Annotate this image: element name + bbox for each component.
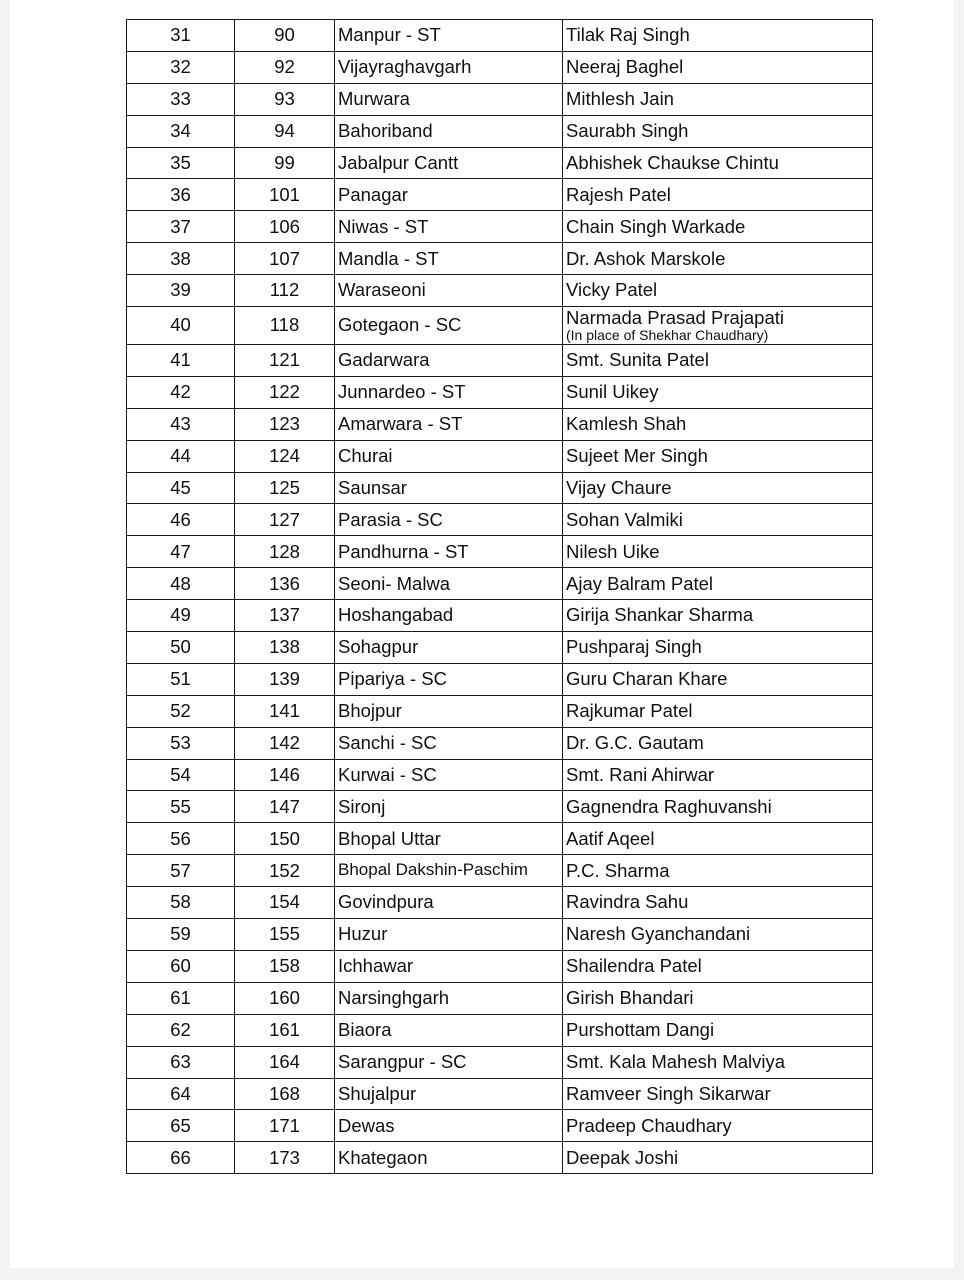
candidate-name: P.C. Sharma: [566, 859, 670, 881]
constituency-number-cell: 138: [235, 632, 335, 664]
constituency-number-cell: 128: [235, 536, 335, 568]
candidate-name-cell: [563, 1046, 873, 1078]
constituency-number-cell: 101: [235, 179, 335, 211]
candidate-name: Purshottam Dangi: [566, 1018, 715, 1040]
constituency-number-cell: 142: [235, 727, 335, 759]
table-row: [127, 1142, 873, 1174]
candidate-name: Smt. Sunita Patel: [566, 349, 709, 371]
constituency-name-cell: Bahoriband: [335, 115, 563, 147]
candidate-name: Deepak Joshi: [566, 1146, 679, 1168]
table-row: [127, 307, 873, 345]
table-row: [127, 855, 873, 887]
serial-number-cell: 59: [127, 919, 235, 951]
constituency-number-cell: 168: [235, 1078, 335, 1110]
table-row: [127, 83, 873, 115]
constituency-number-cell: 164: [235, 1046, 335, 1078]
serial-number-cell: 37: [127, 211, 235, 243]
candidate-name: Smt. Kala Mahesh Malviya: [566, 1050, 786, 1072]
candidate-list-table: [126, 19, 873, 1174]
candidate-name-cell: [563, 20, 873, 52]
constituency-name-cell: Biaora: [335, 1014, 563, 1046]
constituency-name-cell: Dewas: [335, 1110, 563, 1142]
candidate-name-cell: [563, 1078, 873, 1110]
serial-number-cell: 66: [127, 1142, 235, 1174]
candidate-name: Mithlesh Jain: [566, 88, 674, 110]
candidate-name-cell: [563, 1142, 873, 1174]
candidate-name: Vijay Chaure: [566, 476, 672, 498]
constituency-number-cell: 94: [235, 115, 335, 147]
candidate-name-cell: [563, 536, 873, 568]
constituency-name-cell: Panagar: [335, 179, 563, 211]
constituency-name-cell: Parasia - SC: [335, 504, 563, 536]
candidate-name: Sunil Uikey: [566, 381, 659, 403]
candidate-name-cell: [563, 147, 873, 179]
candidate-name: Rajkumar Patel: [566, 700, 693, 722]
candidate-name: Smt. Rani Ahirwar: [566, 763, 715, 785]
constituency-number-cell: 160: [235, 982, 335, 1014]
candidate-name: Ravindra Sahu: [566, 891, 689, 913]
constituency-number-cell: 173: [235, 1142, 335, 1174]
table-row: [127, 1014, 873, 1046]
candidate-name-cell: [563, 791, 873, 823]
candidate-name: Ajay Balram Patel: [566, 572, 714, 594]
table-row: [127, 663, 873, 695]
serial-number-cell: 58: [127, 887, 235, 919]
candidate-name-cell: [563, 823, 873, 855]
table-row: [127, 440, 873, 472]
candidate-name-cell: [563, 632, 873, 664]
serial-number-cell: 56: [127, 823, 235, 855]
constituency-name-cell: Sironj: [335, 791, 563, 823]
constituency-name-cell: Amarwara - ST: [335, 408, 563, 440]
constituency-name-cell: Vijayraghavgarh: [335, 51, 563, 83]
constituency-number-cell: 137: [235, 600, 335, 632]
constituency-number-cell: 106: [235, 211, 335, 243]
constituency-name-cell: Narsinghgarh: [335, 982, 563, 1014]
table-row: [127, 982, 873, 1014]
constituency-number-cell: 107: [235, 243, 335, 275]
constituency-number-cell: 93: [235, 83, 335, 115]
candidate-name-cell: [563, 243, 873, 275]
table-body: [127, 20, 873, 1174]
constituency-name-cell: Jabalpur Cantt: [335, 147, 563, 179]
constituency-name-cell: Saunsar: [335, 472, 563, 504]
constituency-number-cell: 112: [235, 275, 335, 307]
constituency-name-cell: Hoshangabad: [335, 600, 563, 632]
candidate-name: Shailendra Patel: [566, 955, 702, 977]
table-row: [127, 376, 873, 408]
table-row: [127, 759, 873, 791]
table-row: [127, 791, 873, 823]
candidate-name-cell: [563, 982, 873, 1014]
serial-number-cell: 35: [127, 147, 235, 179]
constituency-name-cell: Junnardeo - ST: [335, 376, 563, 408]
table-row: [127, 211, 873, 243]
serial-number-cell: 32: [127, 51, 235, 83]
table-row: [127, 1110, 873, 1142]
constituency-name-cell: Shujalpur: [335, 1078, 563, 1110]
constituency-name-cell: Churai: [335, 440, 563, 472]
table-row: [127, 727, 873, 759]
candidate-name-cell: [563, 600, 873, 632]
table-row: [127, 1046, 873, 1078]
candidate-name: Naresh Gyanchandani: [566, 923, 751, 945]
candidate-name: Dr. G.C. Gautam: [566, 731, 704, 753]
candidate-name: Saurabh Singh: [566, 119, 689, 141]
serial-number-cell: 65: [127, 1110, 235, 1142]
candidate-name: Kamlesh Shah: [566, 413, 687, 435]
table-row: [127, 504, 873, 536]
table-row: [127, 919, 873, 951]
table-row: [127, 51, 873, 83]
candidate-name-cell: [563, 504, 873, 536]
serial-number-cell: 57: [127, 855, 235, 887]
candidate-name-cell: [563, 275, 873, 307]
table-row: [127, 275, 873, 307]
candidate-name: Tilak Raj Singh: [566, 24, 690, 46]
serial-number-cell: 45: [127, 472, 235, 504]
serial-number-cell: 51: [127, 663, 235, 695]
serial-number-cell: 53: [127, 727, 235, 759]
constituency-name-cell: Ichhawar: [335, 950, 563, 982]
constituency-name-cell: Mandla - ST: [335, 243, 563, 275]
serial-number-cell: 47: [127, 536, 235, 568]
constituency-number-cell: 127: [235, 504, 335, 536]
candidate-name: Gagnendra Raghuvanshi: [566, 795, 772, 817]
candidate-name-cell: [563, 1110, 873, 1142]
candidate-name-cell: [563, 83, 873, 115]
constituency-number-cell: 122: [235, 376, 335, 408]
candidate-name-cell: [563, 663, 873, 695]
candidate-name: Pushparaj Singh: [566, 636, 702, 658]
constituency-name-cell: Sanchi - SC: [335, 727, 563, 759]
table-row: [127, 887, 873, 919]
candidate-name-cell: [563, 727, 873, 759]
constituency-name-cell: Govindpura: [335, 887, 563, 919]
candidate-name-cell: [563, 759, 873, 791]
candidate-name-cell: [563, 179, 873, 211]
constituency-number-cell: 121: [235, 345, 335, 377]
table-row: [127, 600, 873, 632]
table-row: [127, 536, 873, 568]
constituency-number-cell: 136: [235, 568, 335, 600]
serial-number-cell: 50: [127, 632, 235, 664]
candidate-name: Aatif Aqeel: [566, 827, 655, 849]
constituency-number-cell: 154: [235, 887, 335, 919]
constituency-name-cell: Gadarwara: [335, 345, 563, 377]
constituency-number-cell: 90: [235, 20, 335, 52]
candidate-name-cell: [563, 855, 873, 887]
constituency-name-cell: Gotegaon - SC: [335, 307, 563, 345]
candidate-name: Ramveer Singh Sikarwar: [566, 1082, 771, 1104]
table-row: [127, 243, 873, 275]
table-row: [127, 950, 873, 982]
constituency-number-cell: 171: [235, 1110, 335, 1142]
table-row: [127, 472, 873, 504]
candidate-name: Sujeet Mer Singh: [566, 444, 708, 466]
serial-number-cell: 49: [127, 600, 235, 632]
candidate-name-cell: [563, 51, 873, 83]
serial-number-cell: 55: [127, 791, 235, 823]
serial-number-cell: 62: [127, 1014, 235, 1046]
table-row: [127, 147, 873, 179]
constituency-number-cell: 146: [235, 759, 335, 791]
candidate-name-cell: [563, 919, 873, 951]
candidate-name: Guru Charan Khare: [566, 668, 728, 690]
constituency-name-cell: Bhopal Uttar: [335, 823, 563, 855]
constituency-name-cell: Bhojpur: [335, 695, 563, 727]
constituency-number-cell: 125: [235, 472, 335, 504]
constituency-name-cell: Khategaon: [335, 1142, 563, 1174]
table-row: [127, 115, 873, 147]
table-row: [127, 695, 873, 727]
constituency-number-cell: 161: [235, 1014, 335, 1046]
candidate-name: Narmada Prasad Prajapati: [566, 307, 784, 328]
constituency-name-cell: Pipariya - SC: [335, 663, 563, 695]
constituency-name-cell: Bhopal Dakshin-Paschim: [335, 855, 563, 887]
serial-number-cell: 43: [127, 408, 235, 440]
constituency-number-cell: 155: [235, 919, 335, 951]
table-row: [127, 1078, 873, 1110]
candidate-name-cell: [563, 440, 873, 472]
candidate-name-cell: [563, 695, 873, 727]
table-row: [127, 20, 873, 52]
constituency-number-cell: 158: [235, 950, 335, 982]
table-row: [127, 408, 873, 440]
serial-number-cell: 34: [127, 115, 235, 147]
constituency-name-cell: Pandhurna - ST: [335, 536, 563, 568]
serial-number-cell: 52: [127, 695, 235, 727]
table-row: [127, 179, 873, 211]
table-row: [127, 632, 873, 664]
serial-number-cell: 44: [127, 440, 235, 472]
candidate-name: Dr. Ashok Marskole: [566, 247, 726, 269]
serial-number-cell: 42: [127, 376, 235, 408]
table-row: [127, 823, 873, 855]
serial-number-cell: 48: [127, 568, 235, 600]
candidate-name: Girija Shankar Sharma: [566, 604, 754, 626]
constituency-name-cell: Huzur: [335, 919, 563, 951]
candidate-name: Nilesh Uike: [566, 540, 660, 562]
serial-number-cell: 40: [127, 307, 235, 345]
candidate-name: Sohan Valmiki: [566, 508, 683, 530]
constituency-name-cell: Sarangpur - SC: [335, 1046, 563, 1078]
candidate-name: Vicky Patel: [566, 279, 658, 301]
constituency-number-cell: 118: [235, 307, 335, 345]
candidate-name-cell: [563, 950, 873, 982]
constituency-number-cell: 152: [235, 855, 335, 887]
serial-number-cell: 61: [127, 982, 235, 1014]
candidate-name-cell: [563, 568, 873, 600]
serial-number-cell: 54: [127, 759, 235, 791]
constituency-number-cell: 99: [235, 147, 335, 179]
constituency-name-cell: Murwara: [335, 83, 563, 115]
serial-number-cell: 36: [127, 179, 235, 211]
constituency-number-cell: 123: [235, 408, 335, 440]
serial-number-cell: 64: [127, 1078, 235, 1110]
candidate-name-cell: [563, 472, 873, 504]
constituency-number-cell: 124: [235, 440, 335, 472]
candidate-name: Neeraj Baghel: [566, 56, 684, 78]
table-row: [127, 345, 873, 377]
serial-number-cell: 33: [127, 83, 235, 115]
constituency-number-cell: 150: [235, 823, 335, 855]
serial-number-cell: 31: [127, 20, 235, 52]
candidate-name-cell: [563, 345, 873, 377]
candidate-note: (In place of Shekhar Chaudhary): [566, 327, 769, 344]
constituency-name-cell: Sohagpur: [335, 632, 563, 664]
candidate-name-cell: [563, 408, 873, 440]
constituency-number-cell: 141: [235, 695, 335, 727]
serial-number-cell: 39: [127, 275, 235, 307]
serial-number-cell: 63: [127, 1046, 235, 1078]
serial-number-cell: 41: [127, 345, 235, 377]
candidate-name: Chain Singh Warkade: [566, 215, 746, 237]
constituency-name-cell: Niwas - ST: [335, 211, 563, 243]
constituency-name-cell: Manpur - ST: [335, 20, 563, 52]
constituency-number-cell: 139: [235, 663, 335, 695]
constituency-number-cell: 92: [235, 51, 335, 83]
candidate-name-cell: [563, 887, 873, 919]
candidate-name: Abhishek Chaukse Chintu: [566, 151, 779, 173]
serial-number-cell: 60: [127, 950, 235, 982]
serial-number-cell: 38: [127, 243, 235, 275]
serial-number-cell: 46: [127, 504, 235, 536]
table-row: [127, 568, 873, 600]
constituency-name-cell: Waraseoni: [335, 275, 563, 307]
candidate-name-cell: [563, 115, 873, 147]
candidate-name: Rajesh Patel: [566, 183, 671, 205]
constituency-name-cell: Kurwai - SC: [335, 759, 563, 791]
candidate-name: Girish Bhandari: [566, 987, 694, 1009]
constituency-name-cell: Seoni- Malwa: [335, 568, 563, 600]
candidate-name-cell: [563, 307, 873, 345]
candidate-name-cell: [563, 211, 873, 243]
candidate-name-cell: [563, 1014, 873, 1046]
constituency-number-cell: 147: [235, 791, 335, 823]
candidate-name: Pradeep Chaudhary: [566, 1114, 732, 1136]
candidate-name-cell: [563, 376, 873, 408]
